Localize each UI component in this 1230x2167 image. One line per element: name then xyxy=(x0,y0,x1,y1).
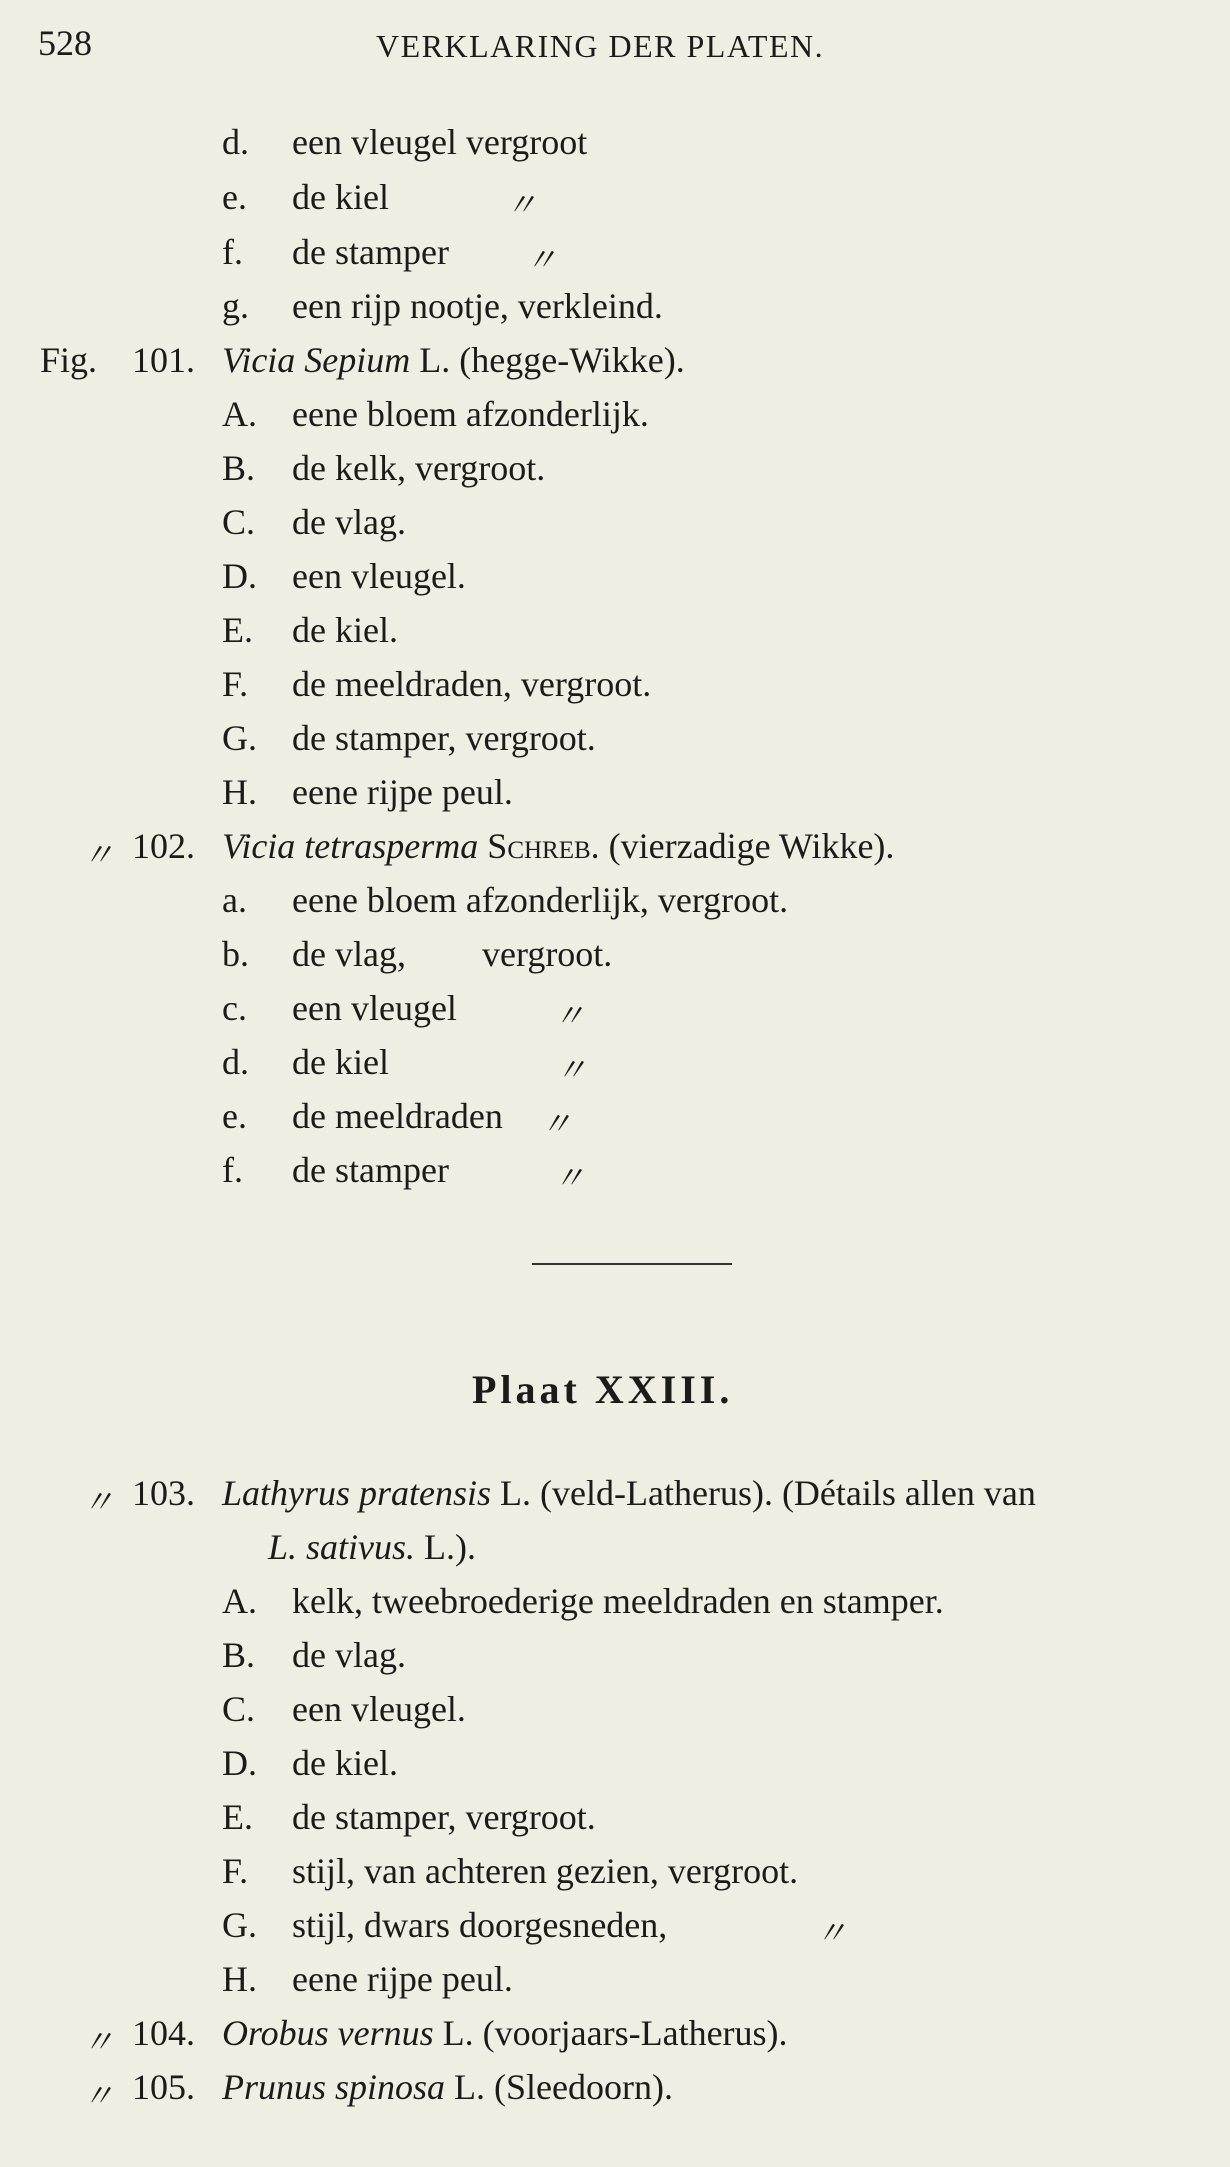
list-item-letter: E. xyxy=(222,1797,253,1837)
list-item-text: eene bloem afzonderlijk, vergroot. xyxy=(292,880,789,920)
list-item-letter: A. xyxy=(222,1581,257,1621)
ditto-mark: 〃 xyxy=(553,1160,586,1196)
figure-number: 104. xyxy=(132,2013,195,2053)
list-item-text: stijl, van achteren gezien, vergroot. xyxy=(292,1851,799,1891)
list-item-letter: F. xyxy=(222,1851,249,1891)
list-item-letter: C. xyxy=(222,502,256,542)
list-item-text: de kiel. xyxy=(292,610,398,650)
ditto-mark: 〃 xyxy=(82,837,115,873)
ditto-mark: 〃 xyxy=(505,187,538,223)
list-item-text: de meeldraden xyxy=(292,1096,503,1136)
ditto-mark: 〃 xyxy=(540,1106,573,1142)
figure-caption: Orobus vernus L. (voorjaars-Latherus). xyxy=(222,2013,788,2053)
list-item-letter: C. xyxy=(222,1689,256,1729)
list-item-letter: B. xyxy=(222,448,256,488)
list-item-letter: a. xyxy=(222,880,247,920)
list-item-text: een vleugel vergroot xyxy=(292,122,588,162)
ditto-mark: 〃 xyxy=(82,2078,115,2114)
list-item-letter: G. xyxy=(222,1905,257,1945)
figure-caption: Vicia Sepium L. (hegge-Wikke). xyxy=(222,340,685,380)
list-item-letter: D. xyxy=(222,556,257,596)
list-item-letter: f. xyxy=(222,232,243,272)
figure-label: Fig. xyxy=(40,340,98,380)
figure-number: 105. xyxy=(132,2067,195,2107)
list-item-text: eene bloem afzonderlijk. xyxy=(292,394,649,434)
list-item-letter: d. xyxy=(222,122,249,162)
list-item-text: de vlag. xyxy=(292,1635,406,1675)
list-item-text: de vlag. xyxy=(292,502,406,542)
list-item-letter: d. xyxy=(222,1042,249,1082)
list-item-letter: H. xyxy=(222,1959,257,1999)
list-item-letter: F. xyxy=(222,664,249,704)
list-item-text: de meeldraden, vergroot. xyxy=(292,664,652,704)
list-item-letter: B. xyxy=(222,1635,256,1675)
list-item-text: stijl, dwars doorgesneden, xyxy=(292,1905,668,1945)
ditto-mark: 〃 xyxy=(82,2024,115,2060)
ditto-mark: 〃 xyxy=(82,1484,115,1520)
list-item-text: een vleugel xyxy=(292,988,457,1028)
list-item-letter: c. xyxy=(222,988,247,1028)
figure-number: 102. xyxy=(132,826,195,866)
figure-number: 103. xyxy=(132,1473,195,1513)
ditto-mark: 〃 xyxy=(525,242,558,278)
list-item-text: een rijp nootje, verkleind. xyxy=(292,286,663,326)
figure-caption: Vicia tetrasperma Schreb. (vierzadige Wikke). xyxy=(222,826,895,866)
list-item-text-extra: vergroot. xyxy=(482,934,613,974)
list-item-text: de kelk, vergroot. xyxy=(292,448,546,488)
list-item-letter: A. xyxy=(222,394,257,434)
list-item-letter: E. xyxy=(222,610,253,650)
figure-caption: Lathyrus pratensis L. (veld-Latherus). (Détails allen van xyxy=(222,1473,1036,1513)
list-item-text: de kiel. xyxy=(292,1743,398,1783)
list-item-text: de kiel xyxy=(292,177,389,217)
list-item-text: de stamper xyxy=(292,1150,449,1190)
list-item-letter: b. xyxy=(222,934,249,974)
list-item-text: de stamper xyxy=(292,232,449,272)
section-divider xyxy=(532,1263,732,1265)
list-item-text: eene rijpe peul. xyxy=(292,1959,513,1999)
list-item-letter: e. xyxy=(222,1096,247,1136)
list-item-letter: f. xyxy=(222,1150,243,1190)
list-item-letter: D. xyxy=(222,1743,257,1783)
list-item-letter: g. xyxy=(222,286,249,326)
list-item-letter: e. xyxy=(222,177,247,217)
list-item-text: een vleugel. xyxy=(292,556,466,596)
list-item-text: de stamper, vergroot. xyxy=(292,718,596,758)
list-item-text: de stamper, vergroot. xyxy=(292,1797,596,1837)
running-title: VERKLARING DER PLATEN. xyxy=(376,28,825,64)
list-item-text: een vleugel. xyxy=(292,1689,466,1729)
figure-number: 101. xyxy=(132,340,195,380)
list-item-text: eene rijpe peul. xyxy=(292,772,513,812)
ditto-mark: 〃 xyxy=(815,1915,848,1951)
list-item-text: de vlag, xyxy=(292,934,406,974)
list-item-letter: G. xyxy=(222,718,257,758)
plate-heading: Plaat XXIII. xyxy=(472,1367,734,1412)
ditto-mark: 〃 xyxy=(553,998,586,1034)
list-item-text: de kiel xyxy=(292,1042,389,1082)
list-item-text: kelk, tweebroederige meeldraden en stamper. xyxy=(292,1581,944,1621)
figure-caption-continued: L. sativus. L.). xyxy=(268,1527,477,1567)
ditto-mark: 〃 xyxy=(555,1052,588,1088)
page-number: 528 xyxy=(38,23,92,63)
figure-caption: Prunus spinosa L. (Sleedoorn). xyxy=(222,2067,673,2107)
list-item-letter: H. xyxy=(222,772,257,812)
